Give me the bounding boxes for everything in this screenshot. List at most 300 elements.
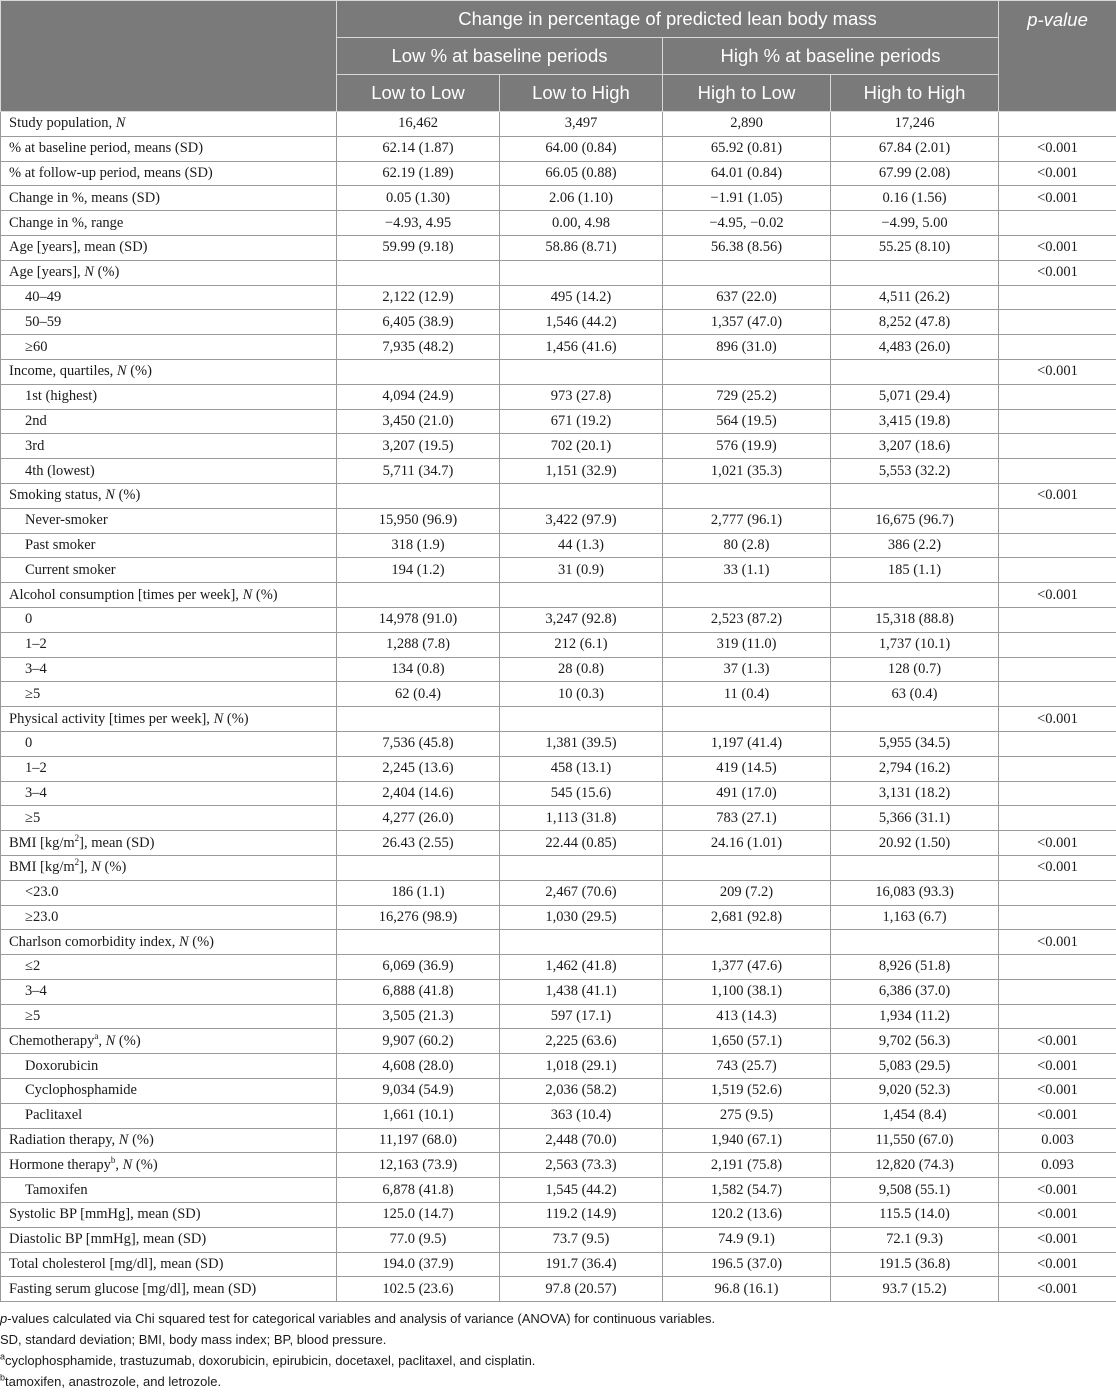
row-label: Systolic BP [mmHg], mean (SD) [1,1203,337,1228]
header-low-group: Low % at baseline periods [337,38,663,75]
cell-value: 11 (0.4) [663,682,831,707]
cell-pvalue: <0.001 [999,855,1116,880]
cell-pvalue [999,409,1116,434]
cell-value: 1,940 (67.1) [663,1128,831,1153]
row-label: Smoking status, N (%) [1,483,337,508]
cell-value [831,855,999,880]
cell-value: 1,163 (6.7) [831,905,999,930]
row-label: BMI $[kg/m^2]$, N (%) [1,855,337,880]
cell-value: 5,071 (29.4) [831,384,999,409]
cell-value: 413 (14.3) [663,1004,831,1029]
cell-value [831,707,999,732]
cell-value: 2,225 (63.6) [500,1029,663,1054]
cell-value: 1,456 (41.6) [500,335,663,360]
cell-value: 3,207 (18.6) [831,434,999,459]
cell-value [831,930,999,955]
cell-value [337,260,500,285]
cell-value: 22.44 (0.85) [500,831,663,856]
cell-value: 72.1 (9.3) [831,1227,999,1252]
row-label: <23.0 [1,880,337,905]
cell-value: 212 (6.1) [500,632,663,657]
cell-value: 119.2 (14.9) [500,1203,663,1228]
cell-value: 2,191 (75.8) [663,1153,831,1178]
cell-value: 59.99 (9.18) [337,235,500,260]
row-label: 3–4 [1,781,337,806]
cell-pvalue: <0.001 [999,583,1116,608]
cell-pvalue: <0.001 [999,1054,1116,1079]
cell-value: 564 (19.5) [663,409,831,434]
cell-value: 2,794 (16.2) [831,756,999,781]
table-row [1,483,1116,508]
cell-value: 134 (0.8) [337,657,500,682]
cell-value: 4,277 (26.0) [337,806,500,831]
cell-pvalue: <0.001 [999,707,1116,732]
row-label: Change in %, range [1,211,337,236]
cell-value: 67.84 (2.01) [831,136,999,161]
cell-pvalue [999,756,1116,781]
table-row [1,1203,1116,1228]
cell-value: 0.16 (1.56) [831,186,999,211]
table-row [1,1128,1116,1153]
cell-value: 33 (1.1) [663,558,831,583]
row-label: 50–59 [1,310,337,335]
cell-pvalue [999,731,1116,756]
cell-value: 20.92 (1.50) [831,831,999,856]
cell-pvalue [999,955,1116,980]
cell-value: 125.0 (14.7) [337,1203,500,1228]
cell-value: 1,519 (52.6) [663,1079,831,1104]
cell-value: 9,702 (56.3) [831,1029,999,1054]
cell-value: 194 (1.2) [337,558,500,583]
cell-value: 458 (13.1) [500,756,663,781]
cell-value: 702 (20.1) [500,434,663,459]
cell-value: 1,661 (10.1) [337,1103,500,1128]
table-row [1,1252,1116,1277]
row-label: ≥5 [1,1004,337,1029]
cell-value: −4.93, 4.95 [337,211,500,236]
cell-value: 1,100 (38.1) [663,979,831,1004]
cell-value: 1,021 (35.3) [663,459,831,484]
cell-value: 15,950 (96.9) [337,508,500,533]
row-label: 0 [1,731,337,756]
row-label: ≤2 [1,955,337,980]
cell-value: 186 (1.1) [337,880,500,905]
cell-value [337,483,500,508]
cell-value: 896 (31.0) [663,335,831,360]
cell-value [500,707,663,732]
row-label: Never-smoker [1,508,337,533]
cell-value: 11,550 (67.0) [831,1128,999,1153]
cell-value: 4,094 (24.9) [337,384,500,409]
cell-value [500,930,663,955]
cell-value: 5,366 (31.1) [831,806,999,831]
cell-value: 0.00, 4.98 [500,211,663,236]
cell-value [663,930,831,955]
cell-value: 185 (1.1) [831,558,999,583]
cell-value: 44 (1.3) [500,533,663,558]
cell-pvalue [999,558,1116,583]
table-row [1,1004,1116,1029]
table-row [1,806,1116,831]
row-label: 2nd [1,409,337,434]
row-label: ≥23.0 [1,905,337,930]
cell-value: 11,197 (68.0) [337,1128,500,1153]
cell-value: 17,246 [831,112,999,137]
cell-value [831,483,999,508]
table-row [1,930,1116,955]
cell-value: 743 (25.7) [663,1054,831,1079]
cell-value: 1,357 (47.0) [663,310,831,335]
table-row [1,657,1116,682]
table-row [1,707,1116,732]
cell-value: 16,276 (98.9) [337,905,500,930]
cell-value: 319 (11.0) [663,632,831,657]
cell-value: 67.99 (2.08) [831,161,999,186]
row-label: Physical activity [times per week], N (%) [1,707,337,732]
cell-value: 1,438 (41.1) [500,979,663,1004]
cell-value: 495 (14.2) [500,285,663,310]
header-corner [1,1,337,112]
cell-value: 64.00 (0.84) [500,136,663,161]
header-col-low-to-high: Low to High [500,75,663,112]
cell-value: 24.16 (1.01) [663,831,831,856]
row-label: Paclitaxel [1,1103,337,1128]
cell-value [663,483,831,508]
cell-value: 1,462 (41.8) [500,955,663,980]
table-row [1,632,1116,657]
cell-pvalue [999,905,1116,930]
cell-value: 115.5 (14.0) [831,1203,999,1228]
cell-value [500,855,663,880]
table-row [1,731,1116,756]
cell-value: 2,777 (96.1) [663,508,831,533]
cell-value: 729 (25.2) [663,384,831,409]
table-row [1,211,1116,236]
row-label: Past smoker [1,533,337,558]
cell-value: 1,113 (31.8) [500,806,663,831]
cell-value: 37 (1.3) [663,657,831,682]
cell-value: 4,511 (26.2) [831,285,999,310]
cell-value [831,583,999,608]
cell-pvalue: <0.001 [999,1103,1116,1128]
cell-value: 1,582 (54.7) [663,1178,831,1203]
row-label: Change in %, means (SD) [1,186,337,211]
header-col-high-to-high: High to High [831,75,999,112]
cell-value: 318 (1.9) [337,533,500,558]
cell-value: 66.05 (0.88) [500,161,663,186]
table-body [1,112,1116,1302]
cell-pvalue [999,459,1116,484]
header-col-high-to-low: High to Low [663,75,831,112]
cell-value: 1,197 (41.4) [663,731,831,756]
cell-value: 16,675 (96.7) [831,508,999,533]
cell-value [500,359,663,384]
table-header [1,1,1116,112]
cell-pvalue [999,682,1116,707]
cell-value: 194.0 (37.9) [337,1252,500,1277]
cell-value: −4.95, −0.02 [663,211,831,236]
cell-value: 196.5 (37.0) [663,1252,831,1277]
cell-value: 26.43 (2.55) [337,831,500,856]
cell-value: 102.5 (23.6) [337,1277,500,1302]
table-row [1,235,1116,260]
cell-value [337,930,500,955]
row-label: Tamoxifen [1,1178,337,1203]
cell-pvalue [999,533,1116,558]
row-label: Fasting serum glucose [mg/dl], mean (SD) [1,1277,337,1302]
cell-value: 1,381 (39.5) [500,731,663,756]
table-row [1,533,1116,558]
cell-value: 3,505 (21.3) [337,1004,500,1029]
table-row [1,905,1116,930]
row-label: 3rd [1,434,337,459]
cell-value [337,707,500,732]
cell-pvalue [999,657,1116,682]
row-label: % at baseline period, means (SD) [1,136,337,161]
cell-value: 15,318 (88.8) [831,607,999,632]
header-col-low-to-low: Low to Low [337,75,500,112]
cell-pvalue [999,880,1116,905]
cell-value [337,583,500,608]
cell-pvalue: <0.001 [999,1277,1116,1302]
header-main-group: Change in percentage of predicted lean body mass [337,1,999,38]
cell-pvalue: 0.093 [999,1153,1116,1178]
header-high-group: High % at baseline periods [663,38,999,75]
cell-value: 3,131 (18.2) [831,781,999,806]
table-row [1,955,1116,980]
cell-value: 55.25 (8.10) [831,235,999,260]
row-label: 4th (lowest) [1,459,337,484]
cell-pvalue [999,508,1116,533]
cell-pvalue [999,112,1116,137]
table-row [1,831,1116,856]
cell-pvalue: <0.001 [999,1252,1116,1277]
cell-pvalue: <0.001 [999,1178,1116,1203]
row-label: 40–49 [1,285,337,310]
table-row [1,335,1116,360]
cell-value: 1,151 (32.9) [500,459,663,484]
cell-value: 7,935 (48.2) [337,335,500,360]
cell-value: 3,450 (21.0) [337,409,500,434]
cell-value: 1,650 (57.1) [663,1029,831,1054]
cell-pvalue: <0.001 [999,1227,1116,1252]
row-label: Age [years], mean (SD) [1,235,337,260]
cell-value: 77.0 (9.5) [337,1227,500,1252]
header-pvalue [999,1,1116,112]
cell-value: 2,523 (87.2) [663,607,831,632]
table-row [1,384,1116,409]
cell-value: 6,878 (41.8) [337,1178,500,1203]
cell-pvalue [999,384,1116,409]
cell-value: 1,454 (8.4) [831,1103,999,1128]
table-row [1,434,1116,459]
cell-value: 74.9 (9.1) [663,1227,831,1252]
cell-value [500,483,663,508]
table-row [1,756,1116,781]
cell-value: 597 (17.1) [500,1004,663,1029]
table-row [1,186,1116,211]
cell-value: 419 (14.5) [663,756,831,781]
cell-pvalue [999,335,1116,360]
cell-pvalue [999,211,1116,236]
cell-value [337,855,500,880]
cell-value: 491 (17.0) [663,781,831,806]
row-label: ≥60 [1,335,337,360]
cell-value: 6,888 (41.8) [337,979,500,1004]
table-row [1,136,1116,161]
cell-value: 1,288 (7.8) [337,632,500,657]
cell-value: 5,955 (34.5) [831,731,999,756]
footnote-a: $^a$cyclophosphamide, trastuzumab, doxorubicin, epirubicin, docetaxel, paclitaxel, and cisplatin. [0,1351,536,1369]
cell-value: 97.8 (20.57) [500,1277,663,1302]
cell-value: 783 (27.1) [663,806,831,831]
cell-value [500,260,663,285]
cell-value: 120.2 (13.6) [663,1203,831,1228]
cell-value: 2,448 (70.0) [500,1128,663,1153]
cell-value [831,359,999,384]
cell-pvalue: <0.001 [999,260,1116,285]
table-row [1,558,1116,583]
cell-value: 4,483 (26.0) [831,335,999,360]
row-label: Charlson comorbidity index, N (%) [1,930,337,955]
cell-value: 1,030 (29.5) [500,905,663,930]
table-row [1,1054,1116,1079]
cell-value: 14,978 (91.0) [337,607,500,632]
cell-value [663,260,831,285]
row-label: 1st (highest) [1,384,337,409]
cell-value [663,359,831,384]
row-label: Chemotherapy$^a$, N (%) [1,1029,337,1054]
header-pvalue-label: p-value [1027,9,1088,30]
cell-value: 2,890 [663,112,831,137]
row-label: % at follow-up period, means (SD) [1,161,337,186]
cell-pvalue: <0.001 [999,136,1116,161]
cell-value: 1,545 (44.2) [500,1178,663,1203]
cell-pvalue [999,806,1116,831]
row-label: 0 [1,607,337,632]
cell-value: 3,497 [500,112,663,137]
table-row [1,1178,1116,1203]
row-label: Doxorubicin [1,1054,337,1079]
row-label: Alcohol consumption [times per week], N (%) [1,583,337,608]
cell-value: 80 (2.8) [663,533,831,558]
cell-pvalue: <0.001 [999,359,1116,384]
cell-value: 56.38 (8.56) [663,235,831,260]
cell-value: 209 (7.2) [663,880,831,905]
cell-pvalue: <0.001 [999,1079,1116,1104]
table-row [1,1029,1116,1054]
cell-value: 3,415 (19.8) [831,409,999,434]
table-row [1,1227,1116,1252]
cell-value: 10 (0.3) [500,682,663,707]
row-label: Study population, N [1,112,337,137]
row-label: 1–2 [1,632,337,657]
cell-value: 2,563 (73.3) [500,1153,663,1178]
cell-value: 1,737 (10.1) [831,632,999,657]
cell-value: 12,163 (73.9) [337,1153,500,1178]
cell-value: 73.7 (9.5) [500,1227,663,1252]
cell-value [663,583,831,608]
table-row [1,880,1116,905]
table-row [1,285,1116,310]
cell-value: 2.06 (1.10) [500,186,663,211]
cell-value: −4.99, 5.00 [831,211,999,236]
cell-value: 2,122 (12.9) [337,285,500,310]
cell-pvalue [999,632,1116,657]
cell-value: 128 (0.7) [831,657,999,682]
cell-value: 386 (2.2) [831,533,999,558]
row-label: Cyclophosphamide [1,1079,337,1104]
cell-pvalue [999,285,1116,310]
cell-value: 0.05 (1.30) [337,186,500,211]
cell-value: 64.01 (0.84) [663,161,831,186]
cell-value [663,855,831,880]
cell-value: 637 (22.0) [663,285,831,310]
table-row [1,161,1116,186]
cell-value [663,707,831,732]
cell-value: 9,020 (52.3) [831,1079,999,1104]
cell-value: 671 (19.2) [500,409,663,434]
cell-pvalue [999,310,1116,335]
cell-pvalue [999,607,1116,632]
table-row [1,607,1116,632]
cell-value [500,583,663,608]
cell-value: 93.7 (15.2) [831,1277,999,1302]
table-row [1,1103,1116,1128]
cell-pvalue [999,1004,1116,1029]
cell-value: −1.91 (1.05) [663,186,831,211]
table-row [1,682,1116,707]
row-label: Radiation therapy, N (%) [1,1128,337,1153]
table-row [1,1079,1116,1104]
row-label: 3–4 [1,657,337,682]
cell-value: 2,404 (14.6) [337,781,500,806]
table-row [1,583,1116,608]
cell-value: 16,462 [337,112,500,137]
cell-pvalue: <0.001 [999,1203,1116,1228]
footnote-abbreviations: SD, standard deviation; BMI, body mass index; BP, blood pressure. [0,1332,387,1348]
cell-value: 2,681 (92.8) [663,905,831,930]
cell-value [831,260,999,285]
cell-value: 9,508 (55.1) [831,1178,999,1203]
cell-value [337,359,500,384]
cell-value: 58.86 (8.71) [500,235,663,260]
cell-value: 16,083 (93.3) [831,880,999,905]
cell-value: 6,069 (36.9) [337,955,500,980]
cell-value: 3,247 (92.8) [500,607,663,632]
table-row [1,1277,1116,1302]
cell-value: 12,820 (74.3) [831,1153,999,1178]
table-row [1,409,1116,434]
row-label: ≥5 [1,682,337,707]
cell-value: 1,018 (29.1) [500,1054,663,1079]
row-label: Total cholesterol [mg/dl], mean (SD) [1,1252,337,1277]
table-row [1,112,1116,137]
table-row [1,781,1116,806]
cell-value: 2,036 (58.2) [500,1079,663,1104]
footnotes [0,1308,1116,1392]
table-row [1,855,1116,880]
cell-value: 2,467 (70.6) [500,880,663,905]
cell-pvalue [999,979,1116,1004]
cell-value: 2,245 (13.6) [337,756,500,781]
footnote-pvalues: p-values calculated via Chi squared test for categorical variables and analysis of variance (ANOVA) for continuous variables. [0,1311,716,1327]
cell-value: 973 (27.8) [500,384,663,409]
cell-value: 4,608 (28.0) [337,1054,500,1079]
row-label: 3–4 [1,979,337,1004]
cell-value: 5,711 (34.7) [337,459,500,484]
row-label: Income, quartiles, N (%) [1,359,337,384]
